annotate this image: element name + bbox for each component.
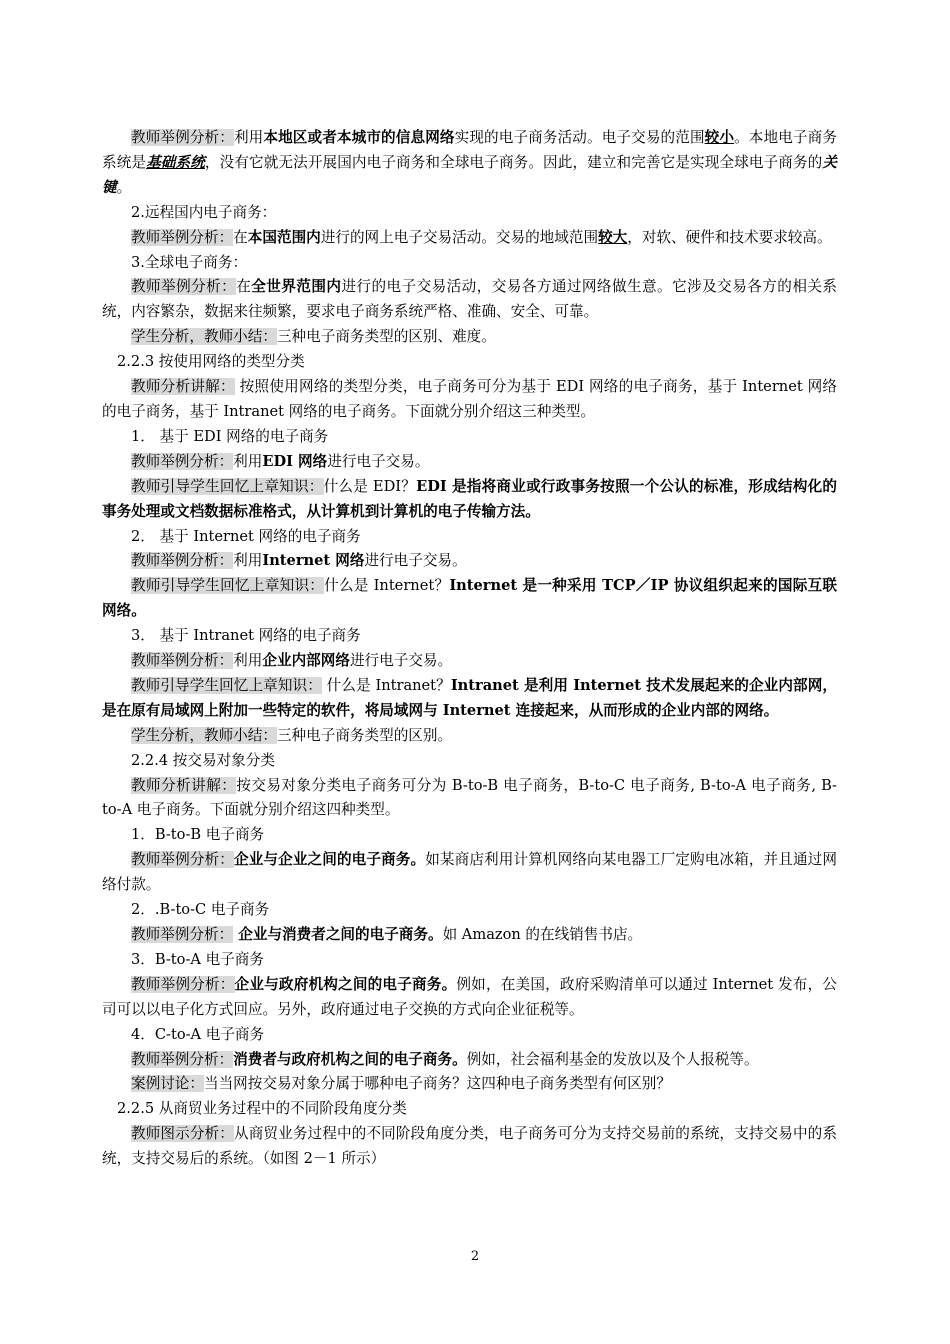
text-run: 企业内部网络 [262, 652, 350, 670]
paragraph [102, 649, 837, 674]
highlighted-label: 教师举例分析： [131, 1050, 234, 1068]
text-run: 企业与政府机构之间的电子商务。 [234, 975, 457, 993]
highlighted-label: 案例讨论： [131, 1075, 204, 1093]
paragraph [102, 1122, 837, 1172]
highlighted-label: 教师举例分析： [131, 975, 235, 993]
text-run: 什么是 Intranet？ [321, 676, 451, 694]
paragraph [102, 201, 837, 226]
section-heading [102, 350, 837, 375]
highlighted-label: 教师举例分析： [131, 452, 234, 470]
paragraph [102, 425, 837, 450]
text-run: 三种电子商务类型的区别、难度。 [276, 328, 496, 346]
page-number: 2 [470, 1249, 480, 1264]
text-run: 按交易对象分类电子商务可分为 B-to-B 电子商务，B-to-C 电子商务, B-to-A 电子商务, B-to-A 电子商务。下面就分别介绍这四种类型。 [102, 776, 837, 819]
paragraph [102, 375, 837, 425]
text-run: 在 [233, 228, 248, 246]
document-body [102, 126, 837, 1172]
paragraph [102, 251, 837, 276]
paragraph [102, 923, 837, 948]
paragraph [102, 898, 837, 923]
text-run: 什么是 Internet？ [324, 577, 450, 595]
highlighted-label: 教师举例分析： [131, 926, 234, 943]
text-run: Internet 是一种采用 TCP／IP 协议组织起来的国际互联网络。 [102, 577, 837, 620]
text-run: 2.2.3 按使用网络的类型分类 [117, 353, 305, 371]
highlighted-label: 教师举例分析： [131, 552, 234, 570]
text-run: 1． 基于 EDI 网络的电子商务 [131, 427, 329, 445]
highlighted-label: 教师分析讲解： [131, 776, 237, 794]
text-run: 进行电子交易。 [364, 552, 467, 570]
text-run: 1．B-to-B 电子商务 [131, 826, 265, 844]
text-run: 进行电子交易。 [349, 652, 453, 670]
highlighted-label: 教师举例分析： [131, 278, 237, 296]
text-run: 本国范围内 [247, 228, 321, 246]
text-run: 在 [236, 278, 252, 296]
highlighted-label: 教师举例分析： [131, 129, 234, 146]
section-heading [102, 1097, 837, 1122]
text-run: 企业与企业之间的电子商务。 [233, 851, 426, 869]
paragraph [102, 973, 837, 1023]
text-run: 进行的电子交易活动，交易各方通过网络做生意。它涉及交易各方的相关系统，内容繁杂，数据来往频繁，要求电子商务系统严格、准确、安全、可靠。 [102, 278, 837, 321]
highlighted-label: 教师图示分析： [131, 1125, 234, 1143]
paragraph [102, 475, 837, 525]
text-run: EDI 网络 [262, 452, 328, 470]
text-run: 三种电子商务类型的区别。 [276, 726, 453, 744]
text-run: 2.2.4 按交易对象分类 [131, 751, 275, 769]
highlighted-label: 教师举例分析： [131, 652, 234, 670]
paragraph [102, 1023, 837, 1048]
text-run: 3． 基于 Intranet 网络的电子商务 [131, 627, 361, 645]
text-run: 实现的电子商务活动。电子交易的范围 [454, 129, 705, 146]
paragraph [102, 823, 837, 848]
highlighted-label: 学生分析，教师小结： [131, 328, 277, 346]
paragraph [102, 749, 837, 774]
text-run: 利用 [233, 129, 264, 146]
text-run: 利用 [233, 452, 263, 470]
text-run: 什么是 EDI？ [323, 477, 417, 495]
text-run: 如某商店利用计算机网络向某电器工厂定购电冰箱，并且通过网络付款。 [102, 851, 837, 894]
text-run: 2．.B-to-C 电子商务 [131, 901, 270, 919]
text-run: Intranet 是利用 Internet 技术发展起来的企业内部网，是在原有局域网上附加一些特定的软件，将局域网与 Internet 连接起来，从而形成的企业内部的网络。 [102, 676, 837, 719]
text-run: Internet 网络 [262, 552, 365, 570]
text-run: 。 [116, 178, 132, 196]
text-run: 本地区或者本城市的信息网络 [263, 129, 455, 146]
text-run: ，对软、硬件和技术要求较高。 [627, 228, 832, 246]
highlighted-label: 教师分析讲解： [131, 378, 235, 396]
text-run: 企业与消费者之间的电子商务。 [233, 926, 443, 943]
highlighted-label: 学生分析，教师小结： [131, 726, 277, 744]
text-run: 例如，社会福利基金的发放以及个人报税等。 [466, 1050, 759, 1068]
text-run: 2.2.5 从商贸业务过程中的不同阶段角度分类 [117, 1100, 407, 1118]
paragraph [102, 275, 837, 325]
text-run: 较小 [704, 129, 735, 146]
paragraph [102, 126, 837, 201]
text-run: 3．B-to-A 电子商务 [131, 950, 264, 968]
highlighted-label: 教师举例分析： [131, 851, 234, 869]
text-run: 按照使用网络的类型分类，电子商务可分为基于 EDI 网络的电子商务，基于 Internet 网络的电子商务，基于 Intranet 网络的电子商务。下面就分别介绍这三种类型。 [102, 378, 837, 420]
text-run: 4．C-to-A 电子商务 [131, 1025, 265, 1043]
paragraph [102, 450, 837, 475]
highlighted-label: 教师引导学生回忆上章知识： [131, 577, 325, 595]
text-run: 全世界范围内 [251, 278, 342, 296]
text-run: 从商贸业务过程中的不同阶段角度分类，电子商务可分为支持交易前的系统，支持交易中的系统，支持交易后的系统。（如图 2－1 所示） [102, 1125, 837, 1168]
paragraph [102, 574, 837, 624]
text-run: 2． 基于 Internet 网络的电子商务 [131, 527, 361, 545]
paragraph [102, 1072, 837, 1097]
paragraph [102, 624, 837, 649]
text-run: 利用 [233, 552, 263, 570]
paragraph [102, 948, 837, 973]
text-run: 利用 [233, 652, 263, 670]
text-run: 基础系统 [146, 153, 205, 171]
paragraph [102, 549, 837, 574]
paragraph [102, 848, 837, 898]
text-run: 例如，在美国，政府采购清单可以通过 Internet 发布，公司可以以电子化方式回应。另外，政府通过电子交换的方式向企业征税等。 [102, 975, 837, 1018]
highlighted-label: 教师举例分析： [131, 228, 234, 246]
paragraph [102, 1048, 837, 1073]
paragraph [102, 724, 837, 749]
paragraph [102, 325, 837, 350]
text-run: 较大 [598, 228, 628, 246]
highlighted-label: 教师引导学生回忆上章知识： [131, 676, 322, 694]
text-run: 2.远程国内电子商务： [131, 203, 277, 221]
highlighted-label: 教师引导学生回忆上章知识： [131, 477, 324, 495]
text-run: 如 Amazon 的在线销售书店。 [442, 926, 643, 943]
paragraph [102, 525, 837, 550]
text-run: 关键 [102, 153, 837, 196]
paragraph [102, 674, 837, 724]
text-run: 进行的网上电子交易活动。交易的地域范围 [320, 228, 599, 246]
text-run: 3.全球电子商务： [131, 253, 248, 271]
text-run: ，没有它就无法开展国内电子商务和全球电子商务。因此，建立和完善它是实现全球电子商务的 [204, 153, 823, 171]
text-run: 。本地电子商务系统是 [102, 129, 837, 171]
paragraph [102, 226, 837, 251]
text-run: 当当网按交易对象分属于哪种电子商务？这四种电子商务类型有何区别？ [203, 1075, 671, 1093]
text-run: EDI 是指将商业或行政事务按照一个公认的标准，形成结构化的事务处理或文档数据标准格式，从计算机到计算机的电子传输方法。 [102, 477, 837, 520]
text-run: 进行电子交易。 [327, 452, 430, 470]
paragraph [102, 774, 837, 824]
text-run: 消费者与政府机构之间的电子商务。 [233, 1050, 467, 1068]
